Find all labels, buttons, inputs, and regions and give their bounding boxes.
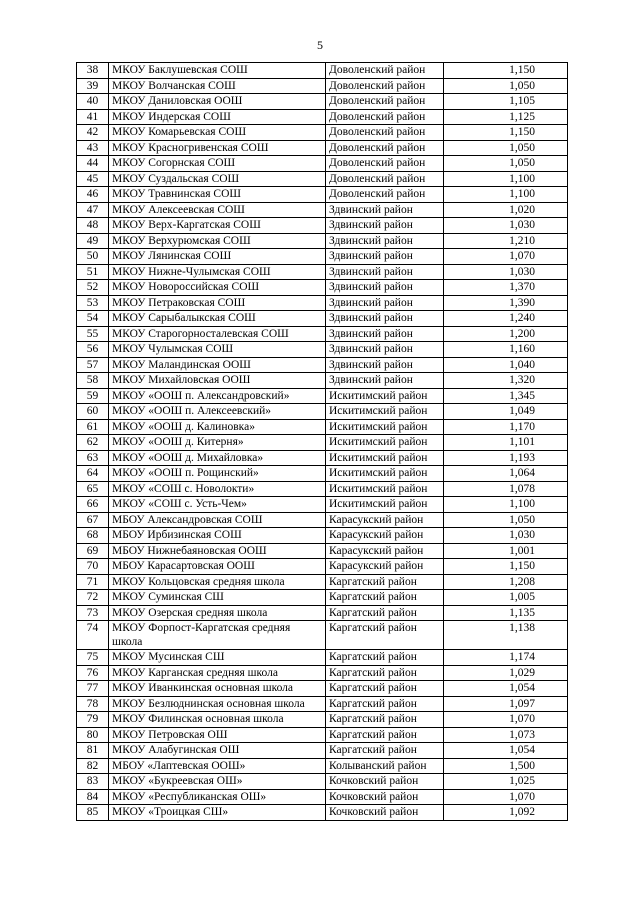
row-number-cell: 80: [77, 727, 109, 743]
school-name-cell: МКОУ Михайловская ООШ: [109, 373, 326, 389]
value-cell: 1,020: [444, 202, 568, 218]
value-cell: 1,030: [444, 528, 568, 544]
school-name-cell: МБОУ Карасартовская ООШ: [109, 559, 326, 575]
table-row: [77, 280, 568, 296]
school-name-cell: МКОУ «Букреевская ОШ»: [109, 774, 326, 790]
table-row: [77, 466, 568, 482]
row-number-cell: 56: [77, 342, 109, 358]
table-row: [77, 171, 568, 187]
school-name-cell: МБОУ Ирбизинская СОШ: [109, 528, 326, 544]
value-cell: 1,240: [444, 311, 568, 327]
school-name-cell: МКОУ «ООШ д. Калиновка»: [109, 419, 326, 435]
value-cell: 1,092: [444, 805, 568, 821]
row-number-cell: 40: [77, 94, 109, 110]
table-row: [77, 342, 568, 358]
row-number-cell: 57: [77, 357, 109, 373]
value-cell: 1,040: [444, 357, 568, 373]
district-cell: Каргатский район: [326, 621, 444, 650]
school-name-cell: МКОУ Форпост-Каргатская средняя школа: [109, 621, 326, 650]
row-number-cell: 79: [77, 712, 109, 728]
row-number-cell: 70: [77, 559, 109, 575]
row-number-cell: 51: [77, 264, 109, 280]
school-name-cell: МБОУ Нижнебаяновская ООШ: [109, 543, 326, 559]
school-name-cell: МКОУ Верх-Каргатская СОШ: [109, 218, 326, 234]
district-cell: Здвинский район: [326, 218, 444, 234]
district-cell: Искитимский район: [326, 466, 444, 482]
row-number-cell: 46: [77, 187, 109, 203]
value-cell: 1,105: [444, 94, 568, 110]
value-cell: 1,150: [444, 63, 568, 79]
row-number-cell: 60: [77, 404, 109, 420]
table-row: [77, 218, 568, 234]
table-row: [77, 419, 568, 435]
row-number-cell: 76: [77, 665, 109, 681]
district-cell: Здвинский район: [326, 295, 444, 311]
table-row: [77, 621, 568, 650]
district-cell: Доволенский район: [326, 94, 444, 110]
table-row: [77, 559, 568, 575]
district-cell: Карасукский район: [326, 528, 444, 544]
district-cell: Доволенский район: [326, 63, 444, 79]
district-cell: Карасукский район: [326, 512, 444, 528]
value-cell: 1,390: [444, 295, 568, 311]
value-cell: 1,150: [444, 125, 568, 141]
district-cell: Здвинский район: [326, 202, 444, 218]
row-number-cell: 45: [77, 171, 109, 187]
row-number-cell: 68: [77, 528, 109, 544]
school-name-cell: МКОУ «ООШ д. Китерня»: [109, 435, 326, 451]
table-row: [77, 543, 568, 559]
school-name-cell: МКОУ «ООШ п. Рощинский»: [109, 466, 326, 482]
district-cell: Искитимский район: [326, 450, 444, 466]
school-name-cell: МКОУ Чулымская СОШ: [109, 342, 326, 358]
table-row: [77, 202, 568, 218]
school-name-cell: МКОУ Сарыбалыкская СОШ: [109, 311, 326, 327]
school-name-cell: МКОУ «Троицкая СШ»: [109, 805, 326, 821]
row-number-cell: 71: [77, 574, 109, 590]
value-cell: 1,064: [444, 466, 568, 482]
table-body: [77, 63, 568, 821]
row-number-cell: 78: [77, 696, 109, 712]
row-number-cell: 77: [77, 681, 109, 697]
school-name-cell: МКОУ Даниловская ООШ: [109, 94, 326, 110]
school-name-cell: МБОУ Александровская СОШ: [109, 512, 326, 528]
value-cell: 1,101: [444, 435, 568, 451]
value-cell: 1,029: [444, 665, 568, 681]
row-number-cell: 38: [77, 63, 109, 79]
district-cell: Здвинский район: [326, 326, 444, 342]
value-cell: 1,100: [444, 497, 568, 513]
value-cell: 1,210: [444, 233, 568, 249]
row-number-cell: 58: [77, 373, 109, 389]
row-number-cell: 81: [77, 743, 109, 759]
value-cell: 1,150: [444, 559, 568, 575]
table-row: [77, 665, 568, 681]
school-name-cell: МКОУ Согорнская СОШ: [109, 156, 326, 172]
school-name-cell: МКОУ Маландинская ООШ: [109, 357, 326, 373]
value-cell: 1,100: [444, 171, 568, 187]
value-cell: 1,125: [444, 109, 568, 125]
table-row: [77, 650, 568, 666]
value-cell: 1,054: [444, 681, 568, 697]
district-cell: Доволенский район: [326, 171, 444, 187]
district-cell: Здвинский район: [326, 342, 444, 358]
row-number-cell: 72: [77, 590, 109, 606]
school-name-cell: МКОУ Безлюднинская основная школа: [109, 696, 326, 712]
value-cell: 1,070: [444, 789, 568, 805]
value-cell: 1,200: [444, 326, 568, 342]
table-row: [77, 233, 568, 249]
district-cell: Каргатский район: [326, 712, 444, 728]
district-cell: Кочковский район: [326, 805, 444, 821]
row-number-cell: 48: [77, 218, 109, 234]
district-cell: Искитимский район: [326, 419, 444, 435]
row-number-cell: 63: [77, 450, 109, 466]
district-cell: Доволенский район: [326, 109, 444, 125]
table-row: [77, 528, 568, 544]
district-cell: Кочковский район: [326, 774, 444, 790]
school-name-cell: МКОУ Индерская СОШ: [109, 109, 326, 125]
value-cell: 1,001: [444, 543, 568, 559]
school-name-cell: МКОУ «ООШ п. Александровский»: [109, 388, 326, 404]
row-number-cell: 62: [77, 435, 109, 451]
row-number-cell: 39: [77, 78, 109, 94]
district-cell: Доволенский район: [326, 187, 444, 203]
school-name-cell: МКОУ «ООШ п. Алексеевский»: [109, 404, 326, 420]
school-name-cell: МКОУ Мусинская СШ: [109, 650, 326, 666]
school-name-cell: МКОУ «ООШ д. Михайловка»: [109, 450, 326, 466]
value-cell: 1,170: [444, 419, 568, 435]
row-number-cell: 83: [77, 774, 109, 790]
row-number-cell: 49: [77, 233, 109, 249]
value-cell: 1,078: [444, 481, 568, 497]
row-number-cell: 61: [77, 419, 109, 435]
row-number-cell: 64: [77, 466, 109, 482]
row-number-cell: 42: [77, 125, 109, 141]
school-name-cell: МКОУ Верхурюмская СОШ: [109, 233, 326, 249]
value-cell: 1,208: [444, 574, 568, 590]
value-cell: 1,054: [444, 743, 568, 759]
row-number-cell: 75: [77, 650, 109, 666]
district-cell: Каргатский район: [326, 681, 444, 697]
value-cell: 1,070: [444, 712, 568, 728]
row-number-cell: 84: [77, 789, 109, 805]
value-cell: 1,050: [444, 78, 568, 94]
table-row: [77, 743, 568, 759]
table-row: [77, 373, 568, 389]
value-cell: 1,345: [444, 388, 568, 404]
row-number-cell: 55: [77, 326, 109, 342]
table-row: [77, 326, 568, 342]
district-cell: Каргатский район: [326, 665, 444, 681]
value-cell: 1,049: [444, 404, 568, 420]
school-name-cell: МКОУ Травнинская СОШ: [109, 187, 326, 203]
row-number-cell: 43: [77, 140, 109, 156]
district-cell: Искитимский район: [326, 404, 444, 420]
district-cell: Карасукский район: [326, 543, 444, 559]
value-cell: 1,050: [444, 512, 568, 528]
district-cell: Каргатский район: [326, 696, 444, 712]
district-cell: Каргатский район: [326, 743, 444, 759]
school-name-cell: МКОУ Филинская основная школа: [109, 712, 326, 728]
table-row: [77, 187, 568, 203]
district-cell: Каргатский район: [326, 727, 444, 743]
district-cell: Здвинский район: [326, 373, 444, 389]
table-row: [77, 696, 568, 712]
school-name-cell: МКОУ Карганская средняя школа: [109, 665, 326, 681]
row-number-cell: 41: [77, 109, 109, 125]
table-row: [77, 712, 568, 728]
school-name-cell: МКОУ Озерская средняя школа: [109, 605, 326, 621]
table-row: [77, 249, 568, 265]
school-name-cell: МКОУ Петровская ОШ: [109, 727, 326, 743]
district-cell: Здвинский район: [326, 280, 444, 296]
school-name-cell: МКОУ Красногривенская СОШ: [109, 140, 326, 156]
value-cell: 1,050: [444, 140, 568, 156]
row-number-cell: 82: [77, 758, 109, 774]
row-number-cell: 69: [77, 543, 109, 559]
school-name-cell: МКОУ Суминская СШ: [109, 590, 326, 606]
table-row: [77, 63, 568, 79]
value-cell: 1,174: [444, 650, 568, 666]
row-number-cell: 52: [77, 280, 109, 296]
table-row: [77, 357, 568, 373]
table-row: [77, 789, 568, 805]
school-name-cell: МКОУ «СОШ с. Усть-Чем»: [109, 497, 326, 513]
district-cell: Здвинский район: [326, 357, 444, 373]
value-cell: 1,370: [444, 280, 568, 296]
table-row: [77, 590, 568, 606]
row-number-cell: 67: [77, 512, 109, 528]
value-cell: 1,138: [444, 621, 568, 650]
value-cell: 1,070: [444, 249, 568, 265]
school-name-cell: МКОУ Алексеевская СОШ: [109, 202, 326, 218]
district-cell: Здвинский район: [326, 311, 444, 327]
table-row: [77, 481, 568, 497]
school-name-cell: МКОУ Нижне-Чулымская СОШ: [109, 264, 326, 280]
table-row: [77, 156, 568, 172]
table-row: [77, 805, 568, 821]
table-row: [77, 727, 568, 743]
row-number-cell: 73: [77, 605, 109, 621]
district-cell: Кочковский район: [326, 789, 444, 805]
district-cell: Здвинский район: [326, 249, 444, 265]
school-name-cell: МКОУ Баклушевская СОШ: [109, 63, 326, 79]
row-number-cell: 74: [77, 621, 109, 650]
row-number-cell: 66: [77, 497, 109, 513]
district-cell: Здвинский район: [326, 233, 444, 249]
table-row: [77, 450, 568, 466]
value-cell: 1,193: [444, 450, 568, 466]
district-cell: Здвинский район: [326, 264, 444, 280]
district-cell: Доволенский район: [326, 140, 444, 156]
value-cell: 1,100: [444, 187, 568, 203]
row-number-cell: 85: [77, 805, 109, 821]
school-name-cell: МКОУ Кольцовская средняя школа: [109, 574, 326, 590]
value-cell: 1,050: [444, 156, 568, 172]
district-cell: Доволенский район: [326, 78, 444, 94]
value-cell: 1,005: [444, 590, 568, 606]
school-name-cell: МКОУ «СОШ с. Новолокти»: [109, 481, 326, 497]
district-cell: Искитимский район: [326, 388, 444, 404]
value-cell: 1,320: [444, 373, 568, 389]
table-row: [77, 605, 568, 621]
district-cell: Искитимский район: [326, 481, 444, 497]
row-number-cell: 50: [77, 249, 109, 265]
school-name-cell: МКОУ Суздальская СОШ: [109, 171, 326, 187]
value-cell: 1,025: [444, 774, 568, 790]
school-name-cell: МКОУ Иванкинская основная школа: [109, 681, 326, 697]
value-cell: 1,073: [444, 727, 568, 743]
row-number-cell: 53: [77, 295, 109, 311]
school-name-cell: МКОУ Алабугинская ОШ: [109, 743, 326, 759]
table-row: [77, 681, 568, 697]
table-row: [77, 404, 568, 420]
page-number: 5: [317, 38, 323, 52]
table-row: [77, 78, 568, 94]
table-row: [77, 497, 568, 513]
value-cell: 1,160: [444, 342, 568, 358]
value-cell: 1,135: [444, 605, 568, 621]
value-cell: 1,500: [444, 758, 568, 774]
school-name-cell: МБОУ «Лаптевская ООШ»: [109, 758, 326, 774]
district-cell: Доволенский район: [326, 125, 444, 141]
row-number-cell: 65: [77, 481, 109, 497]
table-row: [77, 140, 568, 156]
table-row: [77, 388, 568, 404]
value-cell: 1,030: [444, 264, 568, 280]
district-cell: Карасукский район: [326, 559, 444, 575]
table-row: [77, 311, 568, 327]
school-name-cell: МКОУ Старогорносталевская СОШ: [109, 326, 326, 342]
table-row: [77, 109, 568, 125]
table-row: [77, 264, 568, 280]
district-cell: Каргатский район: [326, 605, 444, 621]
schools-table: [76, 62, 568, 821]
school-name-cell: МКОУ «Республиканская ОШ»: [109, 789, 326, 805]
school-name-cell: МКОУ Петраковская СОШ: [109, 295, 326, 311]
row-number-cell: 59: [77, 388, 109, 404]
district-cell: Доволенский район: [326, 156, 444, 172]
school-name-cell: МКОУ Волчанская СОШ: [109, 78, 326, 94]
row-number-cell: 44: [77, 156, 109, 172]
table-row: [77, 94, 568, 110]
district-cell: Каргатский район: [326, 650, 444, 666]
table-row: [77, 295, 568, 311]
table-row: [77, 574, 568, 590]
school-name-cell: МКОУ Новороссийская СОШ: [109, 280, 326, 296]
table-row: [77, 758, 568, 774]
district-cell: Искитимский район: [326, 435, 444, 451]
row-number-cell: 54: [77, 311, 109, 327]
table-row: [77, 125, 568, 141]
value-cell: 1,030: [444, 218, 568, 234]
value-cell: 1,097: [444, 696, 568, 712]
school-name-cell: МКОУ Комарьевская СОШ: [109, 125, 326, 141]
table-row: [77, 435, 568, 451]
district-cell: Каргатский район: [326, 590, 444, 606]
district-cell: Каргатский район: [326, 574, 444, 590]
table-row: [77, 512, 568, 528]
row-number-cell: 47: [77, 202, 109, 218]
district-cell: Искитимский район: [326, 497, 444, 513]
school-name-cell: МКОУ Лянинская СОШ: [109, 249, 326, 265]
district-cell: Колыванский район: [326, 758, 444, 774]
table-row: [77, 774, 568, 790]
